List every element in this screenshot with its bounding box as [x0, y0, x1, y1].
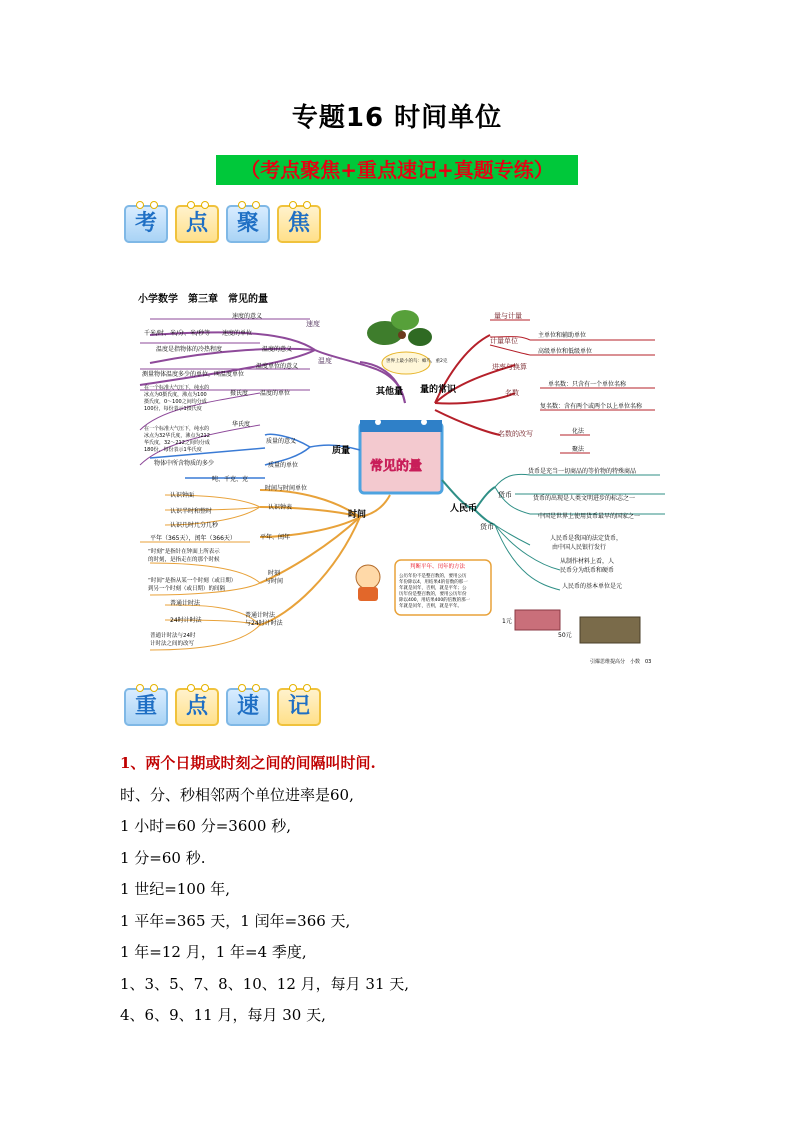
branch-other: 其他量	[376, 387, 404, 397]
section-tab: 点	[175, 205, 219, 243]
svg-text:温度的意义: 温度的意义	[262, 346, 293, 353]
svg-text:温度单位的意义: 温度单位的意义	[256, 363, 299, 370]
note-line: 1、3、5、7、8、10、12 月，每月 31 天,	[120, 974, 410, 993]
branch-quantity: 量的常识	[420, 385, 457, 395]
section-tab: 聚	[226, 205, 270, 243]
svg-text:在一个标准大气压下，纯水的: 在一个标准大气压下，纯水的	[144, 385, 210, 391]
rmb-branch-lines	[442, 480, 495, 525]
key-notes-content	[120, 748, 700, 1032]
section-tab: 焦	[277, 205, 321, 243]
note-line: 1 世纪=100 年,	[120, 880, 231, 898]
branch-time: 时间	[348, 510, 367, 520]
svg-text:冰点为32华氏度，沸点为212: 冰点为32华氏度，沸点为212	[144, 433, 210, 439]
svg-text:“时刻”是指针在钟面上所表示: “时刻”是指针在钟面上所表示	[148, 549, 220, 555]
svg-text:认识钟表: 认识钟表	[268, 504, 293, 511]
note-line: 1、两个日期或时刻之间的间隔叫时间.	[120, 754, 376, 772]
branch-mass: 质量	[332, 446, 351, 456]
mind-map	[120, 285, 675, 670]
svg-text:吨、千克、克: 吨、千克、克	[212, 476, 249, 483]
svg-text:年就是闰年，否则，就是平年；公: 年就是闰年，否则，就是平年；公	[399, 586, 467, 591]
speed-label: 速度	[306, 320, 320, 328]
svg-text:认识钟面: 认识钟面	[170, 492, 195, 499]
svg-text:时刻: 时刻	[268, 570, 281, 577]
svg-text:人民币的基本单位是元: 人民币的基本单位是元	[562, 583, 623, 590]
svg-text:量与计量: 量与计量	[494, 312, 522, 320]
svg-text:由中国人民银行发行: 由中国人民银行发行	[552, 544, 607, 551]
svg-text:到另一个时刻（或日期）的间隔: 到另一个时刻（或日期）的间隔	[148, 586, 226, 592]
svg-text:温度是指物体的冷热程度: 温度是指物体的冷热程度	[156, 346, 223, 353]
page-subtitle: （考点聚焦+重点速记+真题专练）	[216, 155, 578, 185]
note-line: 1 小时=60 分=3600 秒,	[120, 817, 292, 835]
svg-text:从制作材料上看，人: 从制作材料上看，人	[560, 558, 615, 565]
svg-text:进率与换算: 进率与换算	[492, 363, 527, 371]
center-title: 常见的量	[370, 459, 423, 474]
svg-text:速度的单位: 速度的单位	[222, 330, 253, 337]
svg-text:100份，每份表示1摄氏度: 100份，每份表示1摄氏度	[144, 406, 202, 412]
section-header-key-notes	[124, 688, 321, 726]
mindmap-footer: 引爆思维提高分 小数 03	[590, 659, 652, 665]
banknote-1-yuan	[515, 610, 560, 630]
section-tab: 考	[124, 205, 168, 243]
svg-text:聚法: 聚法	[572, 446, 585, 453]
svg-text:货币: 货币	[498, 491, 512, 499]
cartoon-kid	[356, 565, 380, 601]
svg-text:历年份是整百数的，要用公历年份: 历年份是整百数的，要用公历年份	[399, 592, 467, 597]
svg-text:1元: 1元	[502, 618, 512, 625]
section-tab: 记	[277, 688, 321, 726]
svg-text:的时刻，是指走在的那个时候: 的时刻，是指走在的那个时候	[148, 557, 220, 563]
banknote-50-yuan	[580, 617, 640, 643]
svg-text:24时计时法: 24时计时法	[170, 617, 202, 624]
svg-text:在一个标准大气压下，纯水的: 在一个标准大气压下，纯水的	[144, 426, 210, 432]
note-line: 1 分=60 秒.	[120, 848, 206, 867]
svg-text:复名数：含有两个或两个以上单位名称: 复名数：含有两个或两个以上单位名称	[540, 403, 643, 410]
svg-text:名数: 名数	[505, 389, 519, 397]
svg-text:货币: 货币	[480, 523, 494, 531]
section-tab: 点	[175, 688, 219, 726]
temp-label: 温度	[318, 357, 332, 365]
section-tab: 速	[226, 688, 270, 726]
svg-text:平年（365天），闰年（366天）: 平年（365天），闰年（366天）	[150, 535, 236, 542]
svg-text:质量的意义: 质量的意义	[266, 438, 297, 445]
svg-text:时间与时间单位: 时间与时间单位	[265, 485, 308, 492]
branch-rmb: 人民币	[450, 504, 478, 514]
svg-text:普通计时法: 普通计时法	[170, 600, 201, 607]
svg-text:认识几时几分几秒: 认识几时几分几秒	[170, 522, 219, 529]
svg-text:华氏度，32～212之间均分成: 华氏度，32～212之间均分成	[144, 440, 210, 446]
svg-text:公历年份不是整百数的，要用公历: 公历年份不是整百数的，要用公历	[399, 574, 467, 579]
svg-text:“时间”是指从某一个时刻（或日期）: “时间”是指从某一个时刻（或日期）	[148, 578, 237, 584]
svg-text:测量物体温度多少的单位，叫温度单位: 测量物体温度多少的单位，叫温度单位	[142, 371, 245, 378]
svg-text:摄氏度: 摄氏度	[230, 390, 249, 397]
svg-text:计量单位: 计量单位	[490, 337, 518, 345]
note-line: 4、6、9、11 月，每月 30 天,	[120, 1006, 326, 1024]
svg-text:除以400，用结果400的倍数的那一: 除以400，用结果400的倍数的那一	[399, 598, 471, 603]
svg-text:民币分为纸币和硬币: 民币分为纸币和硬币	[560, 567, 615, 574]
svg-text:单名数：只含有一个单位名称: 单名数：只含有一个单位名称	[548, 381, 627, 388]
svg-text:冰点为0摄氏度，沸点为100: 冰点为0摄氏度，沸点为100	[144, 392, 207, 398]
svg-text:普通计时法: 普通计时法	[245, 612, 276, 619]
note-line: 时、分、秒相邻两个单位进率是60,	[120, 785, 354, 804]
section-header-exam-points	[124, 205, 321, 243]
svg-text:年份除以4，用结果4的倍数的那一: 年份除以4，用结果4的倍数的那一	[399, 580, 468, 585]
svg-text:华氏度: 华氏度	[232, 421, 251, 428]
svg-text:认识半时和整时: 认识半时和整时	[170, 508, 213, 515]
svg-text:货币是充当一切商品的等价物的特殊商品: 货币是充当一切商品的等价物的特殊商品	[528, 468, 637, 475]
svg-text:质量的单位: 质量的单位	[268, 462, 299, 469]
svg-text:计时法之间的改写: 计时法之间的改写	[150, 641, 195, 647]
leaf-illustration	[367, 310, 432, 346]
note-line: 1 年=12 月，1 年=4 季度,	[120, 943, 307, 961]
svg-text:千米/时、米/分、米/秒等: 千米/时、米/分、米/秒等	[144, 330, 211, 337]
svg-text:50元: 50元	[558, 632, 572, 639]
svg-text:速度的意义: 速度的意义	[232, 313, 263, 320]
speech-bubble: 世界上最小的鸟：蜂鸟，重2克	[386, 359, 448, 364]
svg-text:中国是世界上使用货币最早的国家之一: 中国是世界上使用货币最早的国家之一	[538, 513, 641, 520]
svg-text:主单位和辅助单位: 主单位和辅助单位	[538, 332, 587, 339]
svg-text:普通计时法与24时: 普通计时法与24时	[150, 633, 196, 639]
svg-text:年就是闰年，否则，就是平年。: 年就是闰年，否则，就是平年。	[399, 604, 462, 609]
svg-text:物体中所含物质的多少: 物体中所含物质的多少	[154, 460, 215, 467]
svg-text:平年、闰年: 平年、闰年	[260, 534, 291, 541]
mindmap-header: 小学数学 第三章 常见的量	[138, 294, 268, 305]
svg-text:货币的出现是人类文明进步的标志之一: 货币的出现是人类文明进步的标志之一	[533, 495, 636, 502]
svg-text:判断平年、闰年的方法: 判断平年、闰年的方法	[410, 564, 466, 570]
section-tab: 重	[124, 688, 168, 726]
svg-text:摄氏度，0～100之间均分成: 摄氏度，0～100之间均分成	[144, 399, 207, 405]
center-node	[360, 419, 442, 493]
svg-text:名数的改写: 名数的改写	[498, 430, 533, 438]
svg-text:与时间: 与时间	[265, 578, 284, 585]
page-title: 专题16 时间单位	[291, 103, 503, 133]
note-line: 1 平年=365 天，1 闰年=366 天,	[120, 911, 351, 930]
svg-text:化法: 化法	[572, 428, 585, 435]
svg-text:与24时计时法: 与24时计时法	[245, 620, 283, 627]
svg-text:高级单位和低级单位: 高级单位和低级单位	[538, 348, 593, 355]
svg-text:人民币是我国的法定货币，: 人民币是我国的法定货币，	[550, 535, 623, 542]
svg-text:180份，每份表示1华氏度: 180份，每份表示1华氏度	[144, 447, 202, 453]
svg-text:温度的单位: 温度的单位	[260, 390, 291, 397]
